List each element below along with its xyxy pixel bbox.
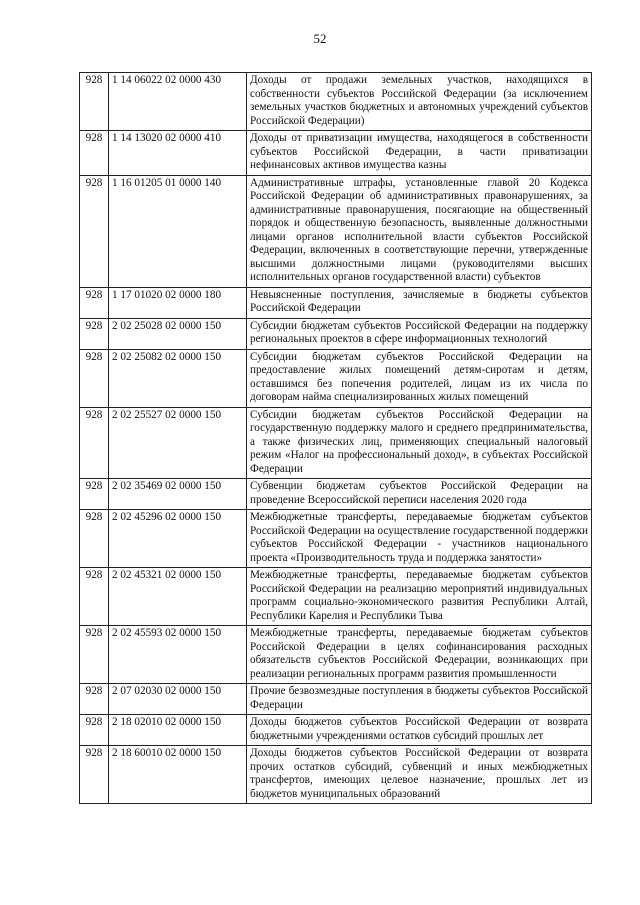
page-number: 52 bbox=[313, 31, 327, 46]
admin-code-cell: 928 bbox=[80, 73, 109, 131]
table-row bbox=[80, 131, 592, 176]
budget-code-cell: 2 02 25082 02 0000 150 bbox=[109, 349, 247, 407]
revenue-name-cell: Межбюджетные трансферты, передаваемые бюджетам субъектов Российской Федерации в целях софинансирования расходных обязательств субъектов Российской Федерации, возникающих при реализации региональных программ развития промышленности bbox=[247, 626, 592, 684]
revenue-name-cell: Доходы от приватизации имущества, находящегося в собственности субъектов Российской Федерации, в части приватизации нефинансовых активов имущества казны bbox=[247, 131, 592, 176]
table-row bbox=[80, 568, 592, 626]
table-body bbox=[80, 73, 592, 804]
revenue-name-cell: Прочие безвозмездные поступления в бюджеты субъектов Российской Федерации bbox=[247, 684, 592, 715]
admin-code-cell: 928 bbox=[80, 479, 109, 510]
budget-code-cell: 2 02 45593 02 0000 150 bbox=[109, 626, 247, 684]
budget-code-cell: 2 18 02010 02 0000 150 bbox=[109, 715, 247, 746]
admin-code-cell: 928 bbox=[80, 626, 109, 684]
admin-code-cell: 928 bbox=[80, 131, 109, 176]
budget-code-cell: 1 14 06022 02 0000 430 bbox=[109, 73, 247, 131]
table-row bbox=[80, 715, 592, 746]
revenue-name-cell: Субвенции бюджетам субъектов Российской Федерации на проведение Всероссийской переписи населения 2020 года bbox=[247, 479, 592, 510]
budget-code-cell: 2 02 25527 02 0000 150 bbox=[109, 407, 247, 479]
budget-classification-table bbox=[79, 72, 592, 804]
table-row bbox=[80, 349, 592, 407]
table-row bbox=[80, 479, 592, 510]
admin-code-cell: 928 bbox=[80, 175, 109, 287]
table-row bbox=[80, 73, 592, 131]
admin-code-cell: 928 bbox=[80, 715, 109, 746]
budget-code-cell: 2 07 02030 02 0000 150 bbox=[109, 684, 247, 715]
admin-code-cell: 928 bbox=[80, 407, 109, 479]
admin-code-cell: 928 bbox=[80, 746, 109, 804]
revenue-name-cell: Доходы от продажи земельных участков, находящихся в собственности субъектов Российской Федерации (за исключением земельных участков бюджетных и автономных учреждений субъектов Российской Федерации) bbox=[247, 73, 592, 131]
admin-code-cell: 928 bbox=[80, 684, 109, 715]
table-row bbox=[80, 407, 592, 479]
admin-code-cell: 928 bbox=[80, 287, 109, 318]
revenue-name-cell: Межбюджетные трансферты, передаваемые бюджетам субъектов Российской Федерации на осуществление государственной поддержки субъектов Российской Федерации - участников национального проекта «Производительность труда и поддержка занятости» bbox=[247, 510, 592, 568]
budget-code-cell: 2 02 35469 02 0000 150 bbox=[109, 479, 247, 510]
table-row bbox=[80, 746, 592, 804]
budget-code-cell: 2 02 45296 02 0000 150 bbox=[109, 510, 247, 568]
revenue-name-cell: Субсидии бюджетам субъектов Российской Федерации на государственную поддержку малого и среднего предпринимательства, а также физических лиц, применяющих специальный налоговый режим «Налог на профессиональный доход», в субъектах Российской Федерации bbox=[247, 407, 592, 479]
revenue-name-cell: Доходы бюджетов субъектов Российской Федерации от возврата бюджетными учреждениями остатков субсидий прошлых лет bbox=[247, 715, 592, 746]
table-row bbox=[80, 318, 592, 349]
revenue-name-cell: Субсидии бюджетам субъектов Российской Федерации на поддержку региональных проектов в сфере информационных технологий bbox=[247, 318, 592, 349]
table-row bbox=[80, 626, 592, 684]
admin-code-cell: 928 bbox=[80, 318, 109, 349]
table-row bbox=[80, 510, 592, 568]
table-row bbox=[80, 175, 592, 287]
revenue-name-cell: Административные штрафы, установленные главой 20 Кодекса Российской Федерации об административных правонарушениях, за административные правонарушения, посягающие на общественный порядок и общественную безопасность, выявленные должностными лицами органов исполнительной власти субъектов Российской Федерации, включенных в соответствующие перечни, утвержденные высшими должностными лицами (руководителями высших исполнительных органов государственной власти) субъектов bbox=[247, 175, 592, 287]
budget-code-cell: 1 17 01020 02 0000 180 bbox=[109, 287, 247, 318]
budget-code-cell: 1 14 13020 02 0000 410 bbox=[109, 131, 247, 176]
table-row bbox=[80, 684, 592, 715]
budget-code-cell: 2 02 45321 02 0000 150 bbox=[109, 568, 247, 626]
revenue-name-cell: Субсидии бюджетам субъектов Российской Федерации на предоставление жилых помещений детям-сиротам и детям, оставшимся без попечения родителей, лицам из их числа по договорам найма специализированных жилых помещений bbox=[247, 349, 592, 407]
revenue-name-cell: Межбюджетные трансферты, передаваемые бюджетам субъектов Российской Федерации на реализацию мероприятий индивидуальных программ социально-экономического развития Республики Алтай, Республики Карелия и Республики Тыва bbox=[247, 568, 592, 626]
budget-code-cell: 2 18 60010 02 0000 150 bbox=[109, 746, 247, 804]
budget-code-cell: 1 16 01205 01 0000 140 bbox=[109, 175, 247, 287]
admin-code-cell: 928 bbox=[80, 568, 109, 626]
revenue-name-cell: Невыясненные поступления, зачисляемые в бюджеты субъектов Российской Федерации bbox=[247, 287, 592, 318]
admin-code-cell: 928 bbox=[80, 349, 109, 407]
admin-code-cell: 928 bbox=[80, 510, 109, 568]
table-row bbox=[80, 287, 592, 318]
revenue-name-cell: Доходы бюджетов субъектов Российской Федерации от возврата прочих остатков субсидий, субвенций и иных межбюджетных трансфертов, имеющих целевое назначение, прошлых лет из бюджетов муниципальных образований bbox=[247, 746, 592, 804]
budget-code-cell: 2 02 25028 02 0000 150 bbox=[109, 318, 247, 349]
